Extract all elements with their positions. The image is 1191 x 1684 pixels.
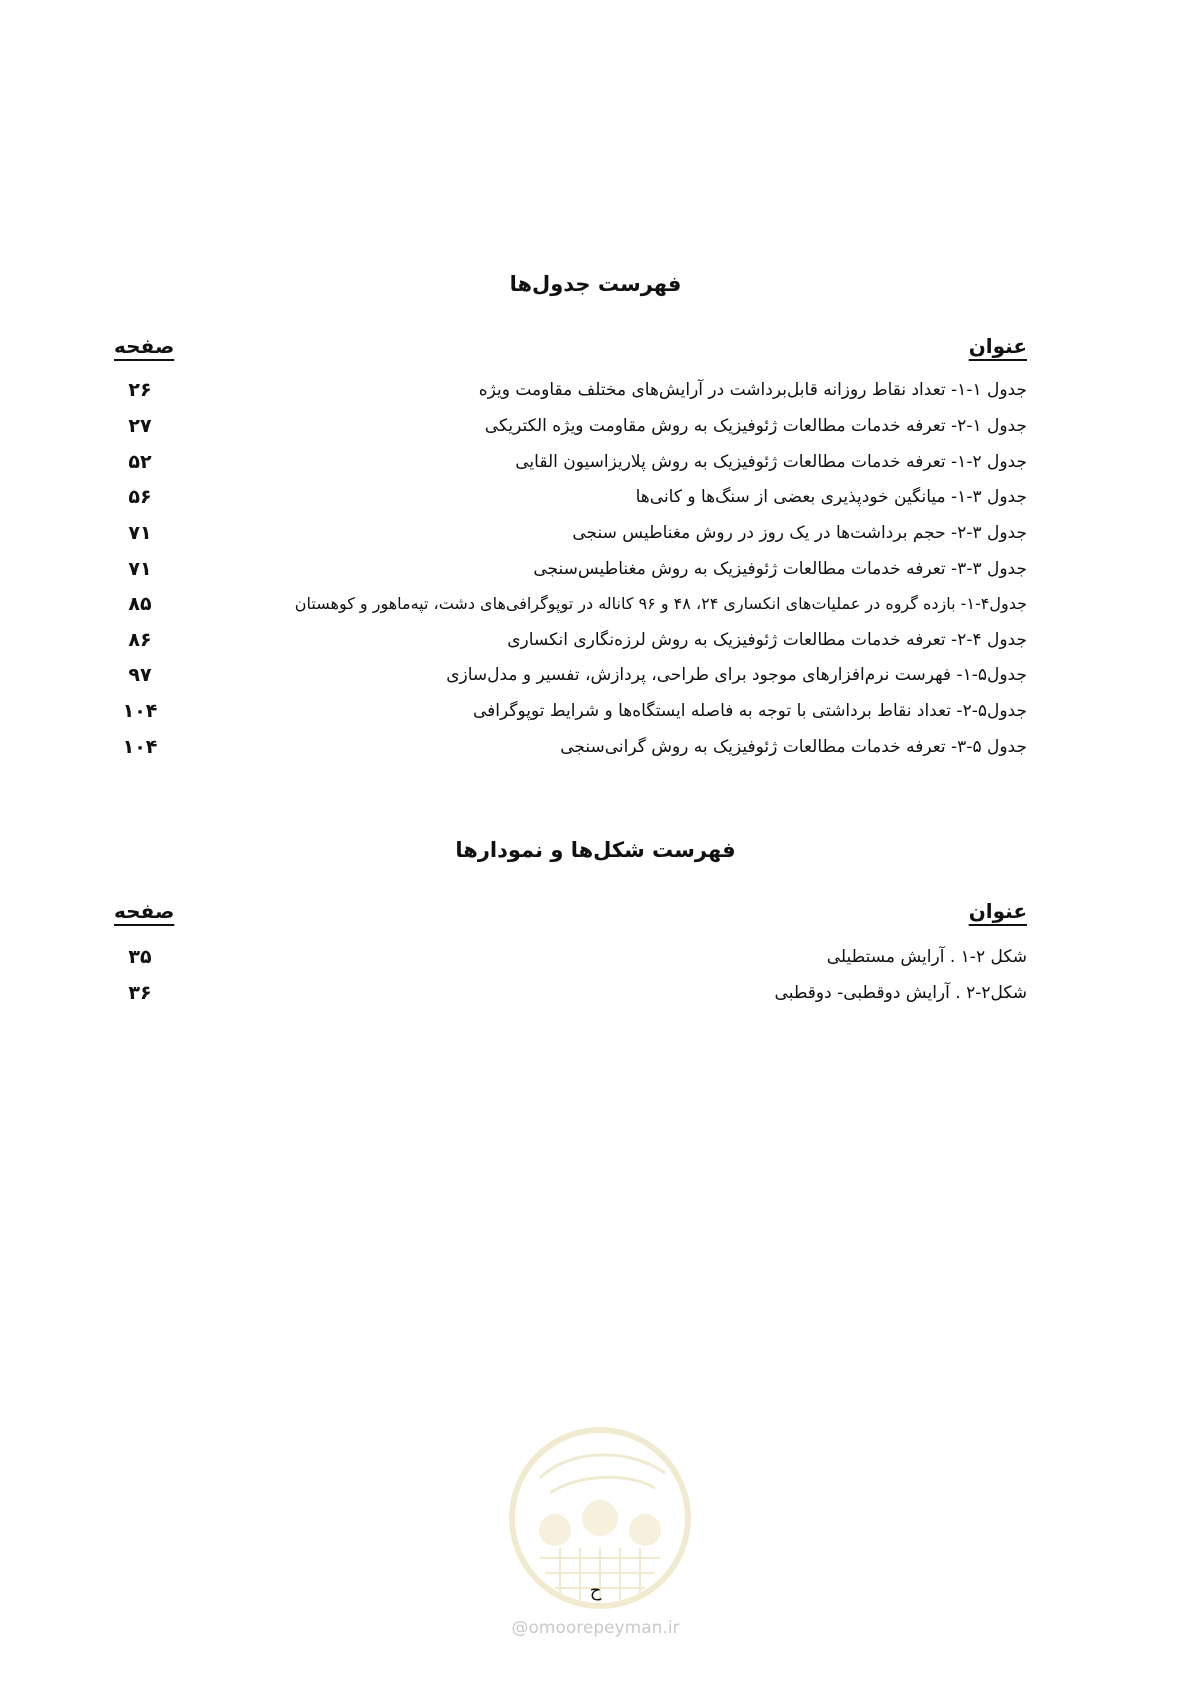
watermark-url: @omoorepeyman.ir <box>511 1618 680 1638</box>
table-entry[interactable] <box>0 592 1191 630</box>
table-entry-title: جدول۵-۱- فهرست نرم‌افزارهای موجود برای طراحی، پردازش، تفسیر و مدل‌سازی <box>446 665 1027 685</box>
table-entry[interactable] <box>0 663 1191 701</box>
figures-title-column-header: عنوان <box>968 899 1027 923</box>
table-entry-page: ۱۰۴ <box>122 700 158 722</box>
table-entry-page: ۸۶ <box>128 629 152 651</box>
figure-entry-page: ۳۶ <box>128 982 152 1004</box>
table-entry-title: جدول ۳-۳- تعرفه خدمات مطالعات ژئوفیزیک به روش مغناطیس‌سنجی <box>533 559 1027 579</box>
table-entry[interactable] <box>0 485 1191 523</box>
table-entry[interactable] <box>0 735 1191 773</box>
figures-list-title: فهرست شکل‌ها و نمودارها <box>455 838 736 862</box>
figure-entry-title: شکل ۲-۱ . آرایش مستطیلی <box>826 947 1027 967</box>
figure-entry-page: ۳۵ <box>128 946 152 968</box>
tables-list-title: فهرست جدول‌ها <box>509 272 682 296</box>
table-entry-title: جدول ۱-۲- تعرفه خدمات مطالعات ژئوفیزیک به روش مقاومت ویژه الکتریکی <box>484 416 1027 436</box>
table-entry[interactable] <box>0 699 1191 737</box>
table-entry-page: ۷۱ <box>128 558 152 580</box>
table-entry-page: ۵۲ <box>128 451 152 473</box>
tables-page-column-header: صفحه <box>114 334 175 358</box>
table-entry[interactable] <box>0 450 1191 488</box>
page-number: ح <box>589 1580 602 1601</box>
figure-entry[interactable] <box>0 981 1191 1019</box>
table-entry-title: جدول ۳-۱- میانگین خودپذیری بعضی از سنگ‌ها و کانی‌ها <box>635 487 1027 507</box>
table-entry-title: جدول ۲-۱- تعرفه خدمات مطالعات ژئوفیزیک به روش پلاریزاسیون القایی <box>515 452 1027 472</box>
table-entry-page: ۲۷ <box>128 415 152 437</box>
table-entry-title: جدول۵-۲- تعداد نقاط برداشتی با توجه به فاصله ایستگاه‌ها و شرایط توپوگرافی <box>472 701 1027 721</box>
table-entry-page: ۷۱ <box>128 522 152 544</box>
figure-entry[interactable] <box>0 945 1191 983</box>
table-entry-page: ۱۰۴ <box>122 736 158 758</box>
table-entry-page: ۹۷ <box>128 664 152 686</box>
tables-title-column-header: عنوان <box>968 334 1027 358</box>
figures-page-column-header: صفحه <box>114 899 175 923</box>
table-entry[interactable] <box>0 521 1191 559</box>
table-entry-title: جدول ۳-۲- حجم برداشت‌ها در یک روز در روش مغناطیس سنجی <box>572 523 1027 543</box>
table-entry[interactable] <box>0 557 1191 595</box>
table-entry-title: جدول ۱-۱- تعداد نقاط روزانه قابل‌برداشت در آرایش‌های مختلف مقاومت ویژه <box>478 380 1027 400</box>
table-entry-page: ۲۶ <box>128 379 152 401</box>
table-entry-title: جدول۴-۱- بازده گروه در عملیات‌های انکساری ۲۴، ۴۸ و ۹۶ کاناله در توپوگرافی‌های دشت، تپه‌ماهور و کوهستان <box>294 594 1027 613</box>
table-entry-title: جدول ۴-۲- تعرفه خدمات مطالعات ژئوفیزیک به روش لرزه‌نگاری انکساری <box>507 630 1027 650</box>
table-entry-title: جدول ۵-۳- تعرفه خدمات مطالعات ژئوفیزیک به روش گرانی‌سنجی <box>560 737 1027 757</box>
table-entry-page: ۵۶ <box>128 486 152 508</box>
table-entry-page: ۸۵ <box>128 593 152 615</box>
table-entry[interactable] <box>0 628 1191 666</box>
table-entry[interactable] <box>0 378 1191 416</box>
figure-entry-title: شکل۲-۲ . آرایش دوقطبی- دوقطبی <box>774 983 1027 1003</box>
table-entry[interactable] <box>0 414 1191 452</box>
